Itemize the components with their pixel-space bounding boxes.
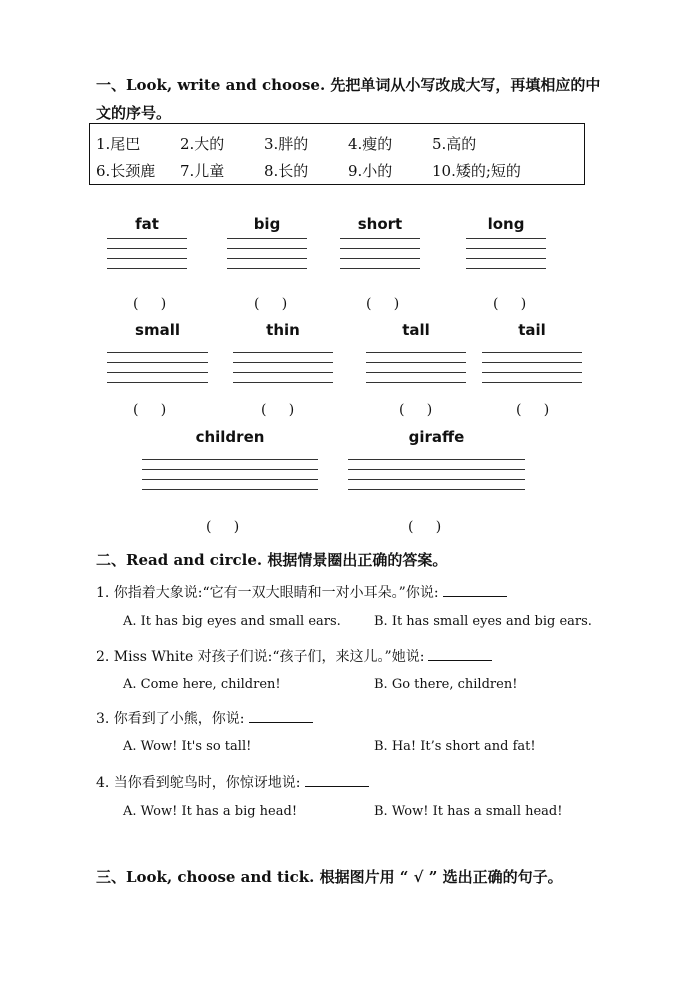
vocab-word: tall [402, 321, 430, 339]
answer-paren[interactable]: ( ) [399, 402, 433, 418]
question-1 [96, 582, 507, 602]
option-b[interactable]: B. It has small eyes and big ears. [374, 614, 592, 629]
word-bank-item: 2.大的 [180, 135, 225, 153]
vocab-word: short [357, 215, 403, 233]
word-bank-box [89, 123, 585, 185]
writing-lines[interactable] [366, 352, 466, 392]
answer-paren[interactable]: ( ) [133, 402, 167, 418]
writing-lines[interactable] [107, 238, 187, 278]
vocab-word: thin [266, 321, 300, 339]
word-bank-item: 7.儿童 [180, 162, 225, 180]
question-2 [96, 646, 492, 666]
answer-paren[interactable]: ( ) [133, 296, 167, 312]
section3-heading: 三、Look, choose and tick. 根据图片用 “ √ ” 选出正确的句子。 [96, 868, 563, 886]
question-text: 4. 当你看到鸵鸟时，你惊讶地说: [96, 775, 301, 791]
option-a[interactable]: A. Come here, children! [123, 677, 281, 692]
option-a[interactable]: A. Wow! It has a big head! [123, 804, 298, 819]
word-bank-item: 8.长的 [264, 162, 309, 180]
answer-paren[interactable]: ( ) [493, 296, 527, 312]
word-bank-item: 4.瘦的 [348, 135, 393, 153]
option-b[interactable]: B. Go there, children! [374, 677, 518, 692]
question-text: 3. 你看到了小熊，你说: [96, 711, 245, 727]
writing-lines[interactable] [340, 238, 420, 278]
answer-paren[interactable]: ( ) [516, 402, 550, 418]
section1-heading-line1: 一、Look, write and choose. 先把单词从小写改成大写，再填相应的中 [96, 76, 601, 94]
question-text: 2. Miss White 对孩子们说:“孩子们，来这儿。”她说: [96, 649, 425, 665]
vocab-word: children [195, 428, 265, 446]
answer-paren[interactable]: ( ) [261, 402, 295, 418]
section1-heading-line2: 文的序号。 [96, 104, 172, 122]
answer-paren[interactable]: ( ) [254, 296, 288, 312]
word-bank-item: 5.高的 [432, 135, 477, 153]
question-4 [96, 772, 369, 792]
vocab-word: giraffe [408, 428, 465, 446]
word-bank-item: 6.长颈鹿 [96, 162, 156, 180]
answer-blank[interactable] [443, 584, 507, 597]
option-b[interactable]: B. Wow! It has a small head! [374, 804, 563, 819]
section2-heading: 二、Read and circle. 根据情景圈出正确的答案。 [96, 551, 448, 569]
option-b[interactable]: B. Ha! It’s short and fat! [374, 739, 536, 754]
vocab-word: big [253, 215, 281, 233]
writing-lines[interactable] [142, 459, 318, 499]
writing-lines[interactable] [482, 352, 582, 392]
word-bank-item: 9.小的 [348, 162, 393, 180]
word-bank-item: 10.矮的;短的 [432, 162, 521, 180]
option-a[interactable]: A. It has big eyes and small ears. [123, 614, 341, 629]
answer-blank[interactable] [249, 710, 313, 723]
answer-paren[interactable]: ( ) [206, 519, 240, 535]
option-a[interactable]: A. Wow! It's so tall! [123, 739, 252, 754]
question-3 [96, 708, 313, 728]
vocab-word: fat [135, 215, 159, 233]
writing-lines[interactable] [227, 238, 307, 278]
word-bank-item: 1.尾巴 [96, 135, 141, 153]
answer-paren[interactable]: ( ) [366, 296, 400, 312]
vocab-word: small [135, 321, 180, 339]
writing-lines[interactable] [348, 459, 525, 499]
answer-paren[interactable]: ( ) [408, 519, 442, 535]
writing-lines[interactable] [466, 238, 546, 278]
vocab-word: tail [518, 321, 546, 339]
writing-lines[interactable] [233, 352, 333, 392]
question-text: 1. 你指着大象说:“它有一双大眼睛和一对小耳朵。”你说: [96, 585, 439, 601]
word-bank-item: 3.胖的 [264, 135, 309, 153]
answer-blank[interactable] [305, 774, 369, 787]
writing-lines[interactable] [107, 352, 208, 392]
vocab-word: long [487, 215, 525, 233]
answer-blank[interactable] [428, 648, 492, 661]
